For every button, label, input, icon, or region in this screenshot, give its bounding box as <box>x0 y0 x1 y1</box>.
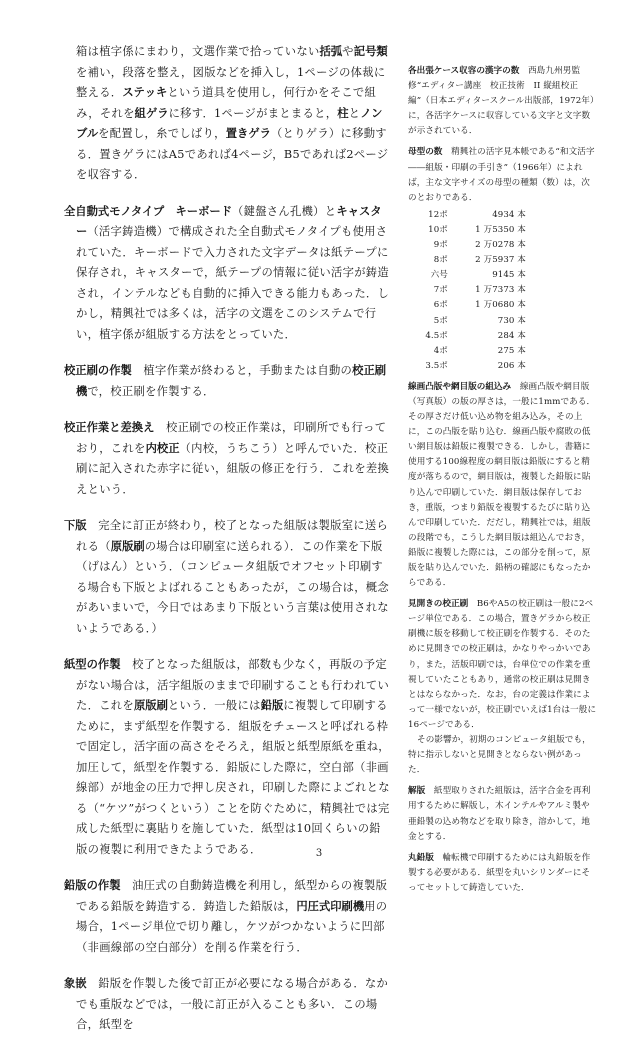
table-row <box>418 253 526 268</box>
term-heading: 解版 <box>408 786 426 797</box>
body-text: 油圧式の自動鋳造機を利用し，紙型からの複製版である鉛版を鋳造する．鋳造した鉛版は， <box>76 879 388 913</box>
term-heading: 内校正 <box>145 441 180 455</box>
left-column <box>64 42 390 1052</box>
term-heading: 記号類 <box>353 45 388 58</box>
body-text: 箱は植字係にまわり，文選作業で拾っていない <box>76 45 320 58</box>
glossary-entry <box>64 202 390 346</box>
term-heading: 下版 <box>64 519 87 532</box>
note-text <box>408 145 598 205</box>
body-text: 紙型取りされた組版は，活字合金を再利用するために解版し，木インテルやアルミ製や亜鉛製の込め物などを取り除き，溶かして，地金とする． <box>408 786 591 842</box>
body-text: 西島九州男監修“エディター講座 校正技術 II 縦組校正編”（日本エディタースクール出版部，1972年）に，各活字ケースに収容している文字と文字数が示されている． <box>408 66 595 137</box>
table-row <box>418 344 526 359</box>
page-number: 3 <box>315 848 323 859</box>
body-text: で，校正刷を作製する． <box>87 384 215 398</box>
table-row <box>418 283 526 298</box>
font-size-cell: 9ポ <box>433 240 448 251</box>
matrix-count-cell: 9145 本 <box>492 270 526 281</box>
note-spread-proof <box>408 597 598 733</box>
term-heading: 置きゲラ <box>225 127 271 140</box>
body-text: 校正刷での校正作業は，印刷所でも行っており，これを <box>76 421 387 455</box>
term-heading: 全自動式モノタイプ キーボード <box>64 204 232 218</box>
matrix-count-cell: 4934 本 <box>492 209 526 220</box>
body-text: と <box>348 106 361 120</box>
body-text: B6やA5の校正刷は一般に2ページ単位である．この場合，置きゲラから校正刷機に版を移動して校正刷を作製する．そのために見開きでの校正刷は，かなりやっかいであり，また，活版印刷では，台単位での作業を重視していたこともあり，通常の校正刷は見開きとはならなかった．なお，台の定義は作業によって一様でないが，校正刷でいえば1台は一般に16ページである． <box>408 599 597 730</box>
body-text: という道具を使用し，何行かをそこで組み，それを <box>76 86 377 120</box>
body-text: という．一般には <box>167 699 261 712</box>
matrix-count-table <box>418 208 526 374</box>
body-text: 鉛版を作製した後で訂正が必要になる場合がある．なかでも重版などでは，一般に訂正が入ることも多い．この場合，紙型を <box>76 977 389 1031</box>
body-text: 校了となった組版は，部数も少なく，再版の予定がない場合は，活字組版のままで印刷することも行われていた．これを <box>76 658 390 712</box>
body-text: 精興社の活字見本帳である“和文活字――組版・印刷の手引き”（1966年）によれば，主な文字サイズの母型の種類（数）は，次のとおりである． <box>408 147 595 203</box>
body-text: （とりゲラ）に移動する．置きゲラにはA5であれば4ページ，B5であれば2ページを収容する． <box>76 127 389 181</box>
term-heading: 各出張ケース収容の漢字の数 <box>408 66 520 76</box>
body-text: 用の場合，1ページ単位で切り離し，ケツがつかないように凹部（非画線部の空白部分）を削る作業を行う． <box>76 899 388 954</box>
matrix-count-cell: 284 本 <box>497 330 526 341</box>
note-text <box>408 733 598 778</box>
body-text: 植字作業が終わると，手動または自動の <box>131 364 353 377</box>
term-heading: 円圧式印刷機 <box>296 899 365 913</box>
note-block-insert <box>408 380 598 591</box>
body-text: に移す．1ページがまとまると， <box>168 106 338 120</box>
note-text <box>408 597 598 733</box>
glossary-entry <box>64 876 390 958</box>
term-heading: キャスター <box>76 204 382 238</box>
glossary-entry <box>64 418 390 500</box>
font-size-cell: 4ポ <box>433 345 448 356</box>
note-spread-proof-cont <box>408 733 598 778</box>
matrix-count-cell: 730 本 <box>497 315 526 326</box>
matrix-count-cell: 2 万0278 本 <box>475 240 526 251</box>
term-heading: 原版刷 <box>110 539 145 553</box>
table-row <box>418 268 526 283</box>
font-size-cell: 7ポ <box>433 285 448 296</box>
table-row <box>418 238 526 253</box>
matrix-count-cell: 275 本 <box>497 345 526 356</box>
note-matrix-count <box>408 145 598 205</box>
body-text: その影響か，初期のコンピュータ組版でも，特に指示しないと見開きとならない例があった． <box>408 735 591 776</box>
matrix-count-cell: 2 万5937 本 <box>475 255 526 266</box>
glossary-entry <box>64 974 390 1036</box>
term-heading: 組ゲラ <box>134 106 169 120</box>
note-text <box>408 64 598 139</box>
body-text: （鍵盤さん孔機）と <box>232 204 337 218</box>
body-text: や <box>342 45 354 58</box>
body-text: を配置し，糸でしばり， <box>98 127 226 140</box>
entry-list <box>64 202 390 1036</box>
term-heading: 象嵌 <box>64 977 87 990</box>
table-row <box>418 314 526 329</box>
font-size-cell: 8ポ <box>433 255 448 266</box>
body-text: 線画凸版や網目版（写真版）の版の厚さは，一般に1mmである．その厚さだけ低い込め物を組み込み，その上に，この凸版を貼り込む．線画凸版や腐敗の低い網目版は鉛版に複製できる．しかし，書籍に使用する100線程度の網目版は鉛版にすると精度が落ちるので，網目版は，複製した鉛版に貼り込んで印刷していた．網目版は保存しておき，重版，つまり鉛版を複製するたびに貼り込んで印刷していた．だだし，精興社では，組版の段階でも，こうした網目版は組込んでおき，鉛版に複製した際には，この部分を削って，原版を貼り込んでいた．鉛柄の確認にもなったからである． <box>408 381 596 589</box>
font-size-cell: 3.5ポ <box>425 360 448 371</box>
term-heading: ステッキ <box>122 86 168 99</box>
term-heading: 括弧 <box>319 45 343 58</box>
body-text: に複製して印刷するために，まず紙型を作製する．組版をチェースと呼ばれる枠で固定し，活字面の高さをそろえ，組版と紙型原紙を重ね，加圧して，紙型を作製する．鉛版にした際に，空白部（非画線部）が地金の圧力で押し戻され，印刷した際によごれとなる（“ケツ”がつくという）ことを防ぐために，精興社では完成した紙型に裏貼りを施していた．紙型は10回くらいの鉛版の複製に利用できたようである． <box>76 699 390 856</box>
glossary-entry <box>64 516 390 639</box>
term-heading: 校正刷機 <box>76 364 387 398</box>
body-text: 輪転機で印刷するためには丸鉛版を作製する必要がある．紙型を丸いシリンダーにそってセットして鋳造していた． <box>408 852 591 893</box>
body-text: の場合は印刷室に送られる）．この作業を下版（げはん）という．（コンピュータ組版でオフセット印刷する場合も下版とよばれることもあったが，この場合は，概念があいまいで，今日ではあまり下版という言葉は使用されないようである．） <box>76 539 390 635</box>
note-case-kanji <box>408 64 598 139</box>
body-text: 完全に訂正が終わり，校了となった組版は製版室に送られる（ <box>76 519 389 553</box>
font-size-cell: 5ポ <box>433 315 448 326</box>
matrix-count-cell: 1 万0680 本 <box>475 300 526 311</box>
term-heading: 柱 <box>337 106 349 120</box>
term-heading: 原版刷 <box>134 699 168 712</box>
table-row <box>418 298 526 313</box>
font-size-cell: 6ポ <box>433 300 448 311</box>
term-heading: 紙型の作製 <box>64 658 121 671</box>
matrix-count-cell: 206 本 <box>497 360 526 371</box>
font-size-cell: 六号 <box>430 270 448 281</box>
term-heading: 母型の数 <box>408 147 443 158</box>
note-text <box>408 784 598 844</box>
term-heading: 鉛版の作製 <box>64 879 121 892</box>
matrix-count-cell: 1 万5350 本 <box>475 224 526 235</box>
body-text: （活字鋳造機）で構成された全自動式モノタイプも使用されていた．キーボードで入力された文字データは紙テープに保存され，キャスターで，紙テープの情報に従い活字が鋳造され，インテルなども自動的に挿入できる能力もあった．しかし，精興社では多くは，活字の文選をこのシステムで行い，植字係が組版する方法をとっていた． <box>76 225 390 341</box>
term-heading: ノンブル <box>76 106 383 140</box>
table-row <box>418 329 526 344</box>
note-distribution <box>408 784 598 844</box>
note-text <box>408 380 598 591</box>
matrix-count-cell: 1 万7373 本 <box>475 285 526 296</box>
table-row <box>418 223 526 238</box>
intro-paragraph <box>64 42 390 186</box>
body-text: （内校，うちこう）と呼んでいた．校正刷に記入された赤字に従い，組版の修正を行う．これを差換えという． <box>76 441 390 496</box>
glossary-entry <box>64 361 390 402</box>
term-heading: 見開きの校正刷 <box>408 599 469 610</box>
term-heading: 校正刷の作製 <box>64 364 132 377</box>
font-size-cell: 10ポ <box>428 224 448 235</box>
term-heading: 丸鉛版 <box>408 852 434 863</box>
glossary-entry <box>64 655 390 860</box>
body-text: を補い，段落を整え，図版などを挿入し，1ページの体裁に整える． <box>76 65 386 99</box>
term-heading: 鉛版 <box>260 699 284 712</box>
table-row <box>418 208 526 223</box>
table-row <box>418 359 526 374</box>
term-heading: 校正作業と差換え <box>64 421 155 434</box>
font-size-cell: 4.5ポ <box>425 330 448 341</box>
font-size-cell: 12ポ <box>428 209 448 220</box>
right-column <box>408 64 598 902</box>
term-heading: 線画凸版や網目版の組込み <box>408 381 512 392</box>
